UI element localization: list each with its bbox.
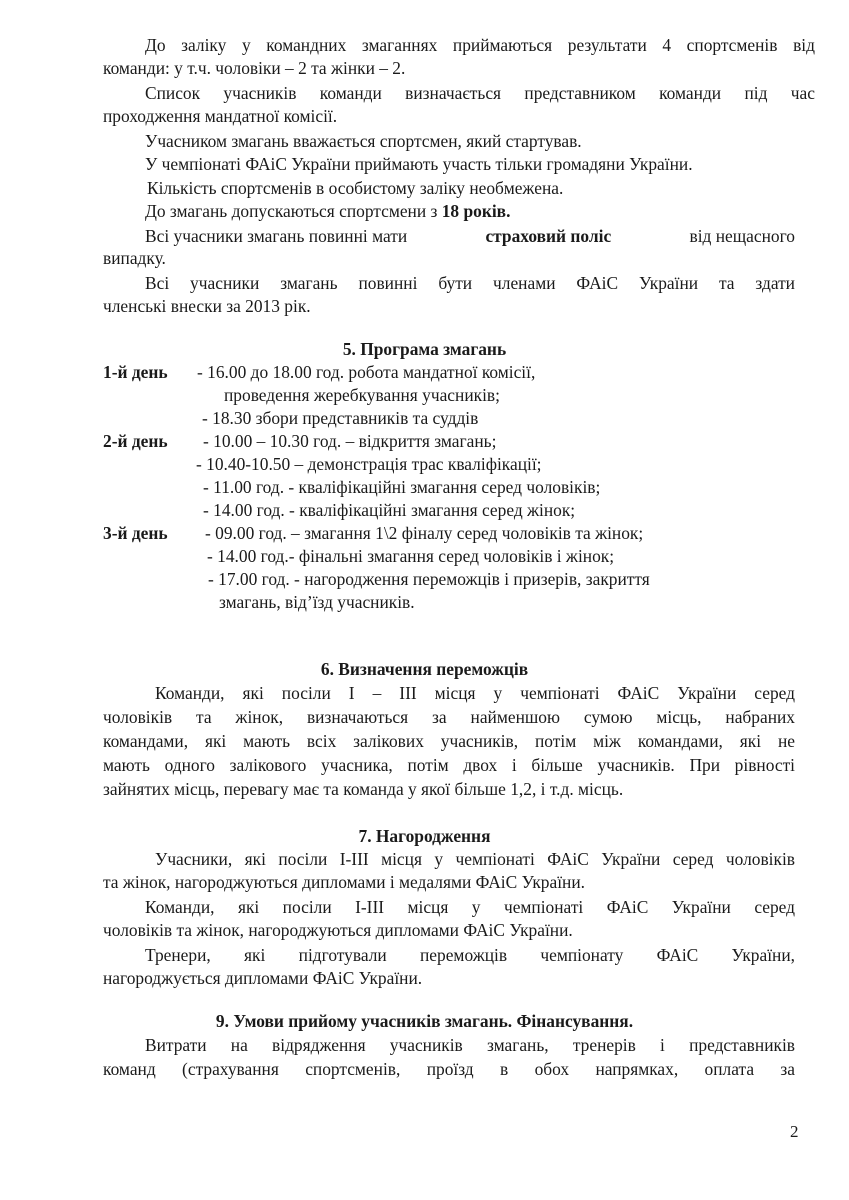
- text-line: командами, які мають всіх залікових учасників, потім між командами, які не: [103, 731, 795, 751]
- text-line: проходження мандатної комісії.: [103, 106, 338, 126]
- section-heading-conditions: 9. Умови прийому учасників змагань. Фінансування.: [215, 1011, 634, 1031]
- text-line: Учасником змагань вважається спортсмен, який стартував.: [145, 131, 582, 151]
- text-line: членські внески за 2013 рік.: [103, 296, 311, 316]
- text-line: [145, 200, 837, 222]
- text-line: Список учасників команди визначається представником команди під час: [145, 83, 815, 103]
- schedule-item: - 11.00 год. - кваліфікаційні змагання серед чоловіків;: [203, 477, 601, 497]
- schedule-item: - 14.00 год. - кваліфікаційні змагання серед жінок;: [203, 500, 576, 520]
- text-line: мають одного залікового учасника, потім двох і більше учасників. При рівності: [103, 755, 795, 775]
- text-line: команд (страхування спортсменів, проїзд в обох напрямках, оплата за: [103, 1059, 795, 1079]
- section-heading-winners: 6. Визначення переможців: [320, 659, 529, 679]
- schedule-item: - 14.00 год.- фінальні змагання серед чоловіків і жінок;: [207, 546, 615, 566]
- schedule-item: - 09.00 год. – змагання 1\2 фіналу серед чоловіків та жінок;: [205, 523, 644, 543]
- text-line: та жінок, нагороджуються дипломами і медалями ФАіС України.: [103, 872, 586, 892]
- schedule-item: - 10.00 – 10.30 год. – відкриття змагань;: [203, 431, 497, 451]
- page-number: 2: [790, 1122, 799, 1141]
- schedule-item: - 10.40-10.50 – демонстрація трас кваліфікації;: [196, 454, 542, 474]
- text-line: нагороджується дипломами ФАіС України.: [103, 968, 423, 988]
- text-line: чоловіків та жінок, нагороджуються дипломами ФАіС України.: [103, 920, 573, 940]
- text-line: [145, 225, 795, 247]
- schedule-item: проведення жеребкування учасників;: [224, 385, 500, 405]
- schedule-item: - 18.30 збори представників та суддів: [202, 408, 479, 428]
- text-line: Команди, які посіли І – ІІІ місця у чемпіонаті ФАіС України серед: [155, 683, 795, 703]
- schedule-item: - 16.00 до 18.00 год. робота мандатної комісії,: [197, 362, 536, 382]
- section-heading-program: 5. Програма змагань: [342, 339, 507, 359]
- text-line: Учасники, які посіли І-ІІІ місця у чемпіонаті ФАіС України серед чоловіків: [155, 849, 795, 869]
- text-run: До змагань допускаються спортсмени з: [145, 201, 442, 221]
- text-line: У чемпіонаті ФАіС України приймають участь тільки громадяни України.: [145, 154, 693, 174]
- text-line: Команди, які посіли І-ІІІ місця у чемпіонаті ФАіС України серед: [145, 897, 795, 917]
- text-line: Витрати на відрядження учасників змагань, тренерів і представників: [145, 1035, 795, 1055]
- text-run: від нещасного: [689, 226, 795, 246]
- text-line: Тренери, які підготували переможців чемпіонату ФАіС України,: [145, 945, 795, 965]
- schedule-item: - 17.00 год. - нагородження переможців і призерів, закриття: [208, 569, 650, 589]
- day-label: 2-й день: [103, 431, 168, 451]
- text-line: команди: у т.ч. чоловіки – 2 та жінки – 2.: [103, 58, 406, 78]
- text-line: випадку.: [103, 248, 166, 268]
- schedule-item: змагань, від’їзд учасників.: [219, 592, 415, 612]
- text-line: чоловіків та жінок, визначаються за найменшою сумою місць, набраних: [103, 707, 795, 727]
- insurance-policy: страховий поліс: [485, 226, 612, 246]
- day-label: 3-й день: [103, 523, 168, 543]
- age-limit: 18 років.: [441, 201, 511, 221]
- text-line: зайнятих місць, перевагу має та команда у якої більше 1,2, і т.д. місць.: [103, 779, 624, 799]
- day-label: 1-й день: [103, 362, 168, 382]
- section-heading-awards: 7. Нагородження: [358, 826, 491, 846]
- text-line: Кількість спортсменів в особистому заліку необмежена.: [147, 178, 564, 198]
- text-line: До заліку у командних змаганнях приймаються результати 4 спортсменів від: [145, 35, 815, 55]
- text-run: Всі учасники змагань повинні мати: [145, 226, 408, 246]
- text-line: Всі учасники змагань повинні бути членами ФАіС України та здати: [145, 273, 795, 293]
